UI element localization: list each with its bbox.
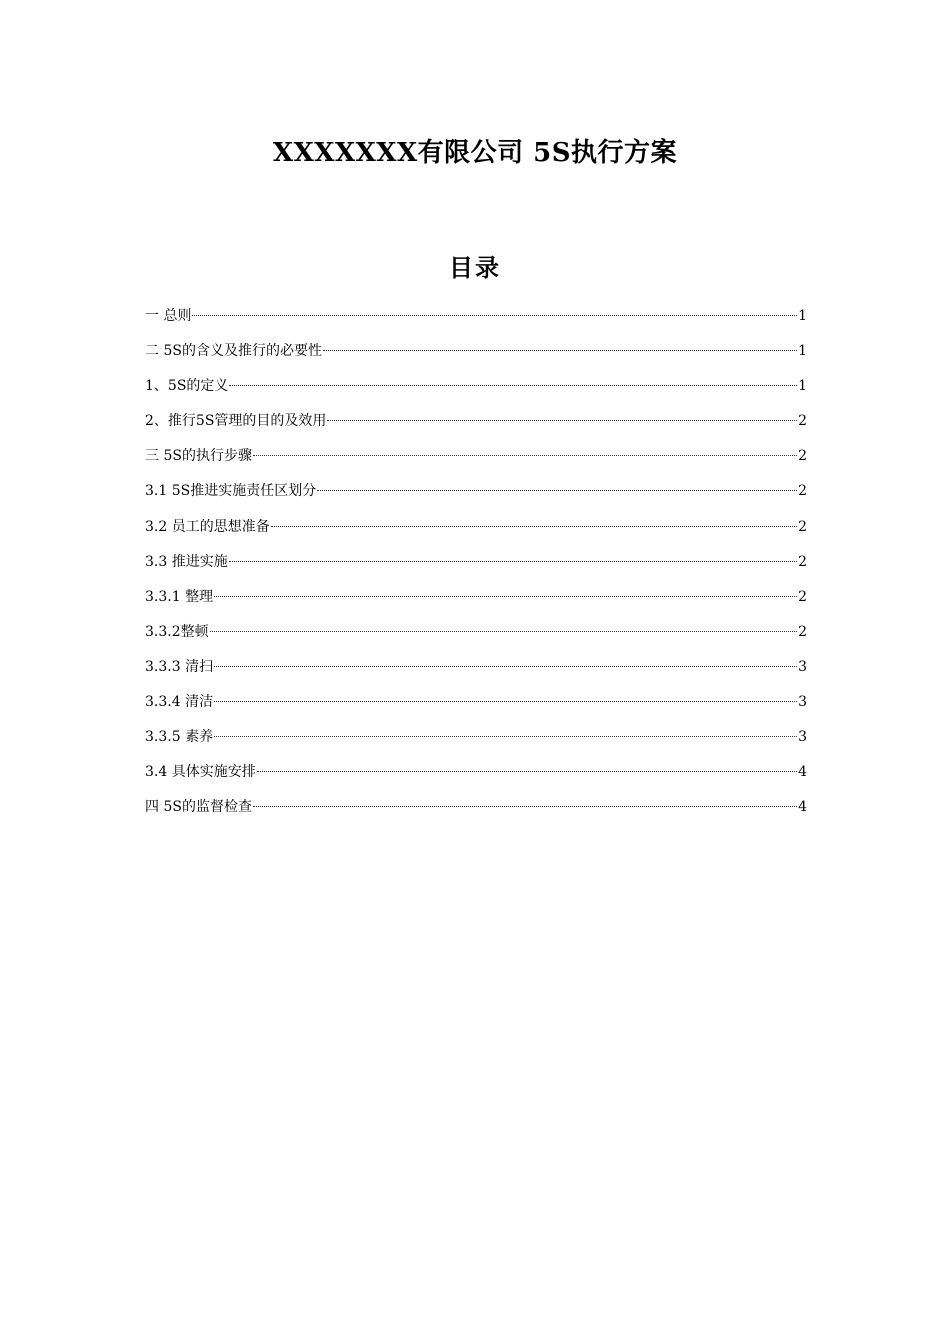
toc-leader-dots — [317, 490, 797, 491]
toc-entry-label: 3.3.2整顿 — [145, 623, 209, 640]
toc-entry[interactable] — [145, 516, 807, 551]
toc-entry-page: 4 — [798, 799, 807, 816]
toc-entry-label: 3.2 员工的思想准备 — [145, 518, 270, 535]
toc-entry[interactable] — [145, 480, 807, 515]
toc-leader-dots — [253, 806, 797, 807]
toc-leader-dots — [229, 561, 797, 562]
toc-heading: 目录 — [449, 253, 501, 282]
toc-entry-label: 四 5S的监督检查 — [145, 799, 252, 816]
toc-entry[interactable] — [145, 551, 807, 586]
toc-entry-page: 2 — [798, 518, 807, 535]
toc-entry[interactable] — [145, 586, 807, 621]
toc-entry-page: 2 — [798, 413, 807, 430]
toc-entry-page: 2 — [798, 553, 807, 570]
toc-entry-label: 1、5S的定义 — [145, 378, 229, 395]
toc-entry-page: 3 — [798, 658, 807, 675]
toc-leader-dots — [214, 596, 797, 597]
toc-leader-dots — [253, 455, 797, 456]
toc-entry-label: 3.3.4 清洁 — [145, 694, 214, 711]
toc-entry-page: 1 — [798, 378, 807, 395]
toc-leader-dots — [229, 385, 797, 386]
toc-entry-page: 2 — [798, 448, 807, 465]
toc-entry-page: 2 — [798, 588, 807, 605]
toc-entry-label: 3.3.1 整理 — [145, 588, 214, 605]
toc-leader-dots — [192, 315, 797, 316]
toc-entry-page: 1 — [798, 308, 807, 324]
toc-entry[interactable] — [145, 726, 807, 761]
toc-entry-label: 3.3.3 清扫 — [145, 658, 214, 675]
toc-entry[interactable] — [145, 621, 807, 656]
document-title: XXXXXXX有限公司 5S执行方案 — [272, 138, 678, 168]
toc-entry[interactable] — [145, 445, 807, 480]
toc-entry[interactable] — [145, 761, 807, 796]
toc-entry-page: 3 — [798, 729, 807, 746]
toc-entry-label: 3.4 具体实施安排 — [145, 764, 256, 781]
toc-entry[interactable] — [145, 305, 807, 340]
toc-entry-label: 三 5S的执行步骤 — [145, 448, 252, 465]
table-of-contents — [145, 305, 807, 831]
toc-entry-label: 2、推行5S管理的目的及效用 — [145, 413, 327, 430]
toc-entry[interactable] — [145, 691, 807, 726]
toc-leader-dots — [214, 736, 797, 737]
toc-entry[interactable] — [145, 410, 807, 445]
toc-entry-label: 一 总则 — [145, 308, 192, 324]
toc-leader-dots — [323, 350, 797, 351]
toc-leader-dots — [271, 526, 797, 527]
toc-leader-dots — [257, 771, 797, 772]
toc-leader-dots — [214, 701, 797, 702]
toc-entry-label: 3.1 5S推进实施责任区划分 — [145, 483, 317, 500]
toc-entry-page: 2 — [798, 483, 807, 500]
toc-entry-label: 3.3 推进实施 — [145, 553, 228, 570]
toc-leader-dots — [214, 666, 797, 667]
toc-entry-label: 二 5S的含义及推行的必要性 — [145, 343, 322, 360]
toc-entry-page: 4 — [798, 764, 807, 781]
toc-leader-dots — [210, 631, 797, 632]
toc-leader-dots — [327, 420, 797, 421]
toc-entry[interactable] — [145, 340, 807, 375]
toc-entry[interactable] — [145, 375, 807, 410]
toc-entry-page: 3 — [798, 694, 807, 711]
toc-entry-label: 3.3.5 素养 — [145, 729, 214, 746]
toc-entry[interactable] — [145, 796, 807, 831]
toc-entry[interactable] — [145, 656, 807, 691]
toc-entry-page: 2 — [798, 623, 807, 640]
toc-entry-page: 1 — [798, 343, 807, 360]
